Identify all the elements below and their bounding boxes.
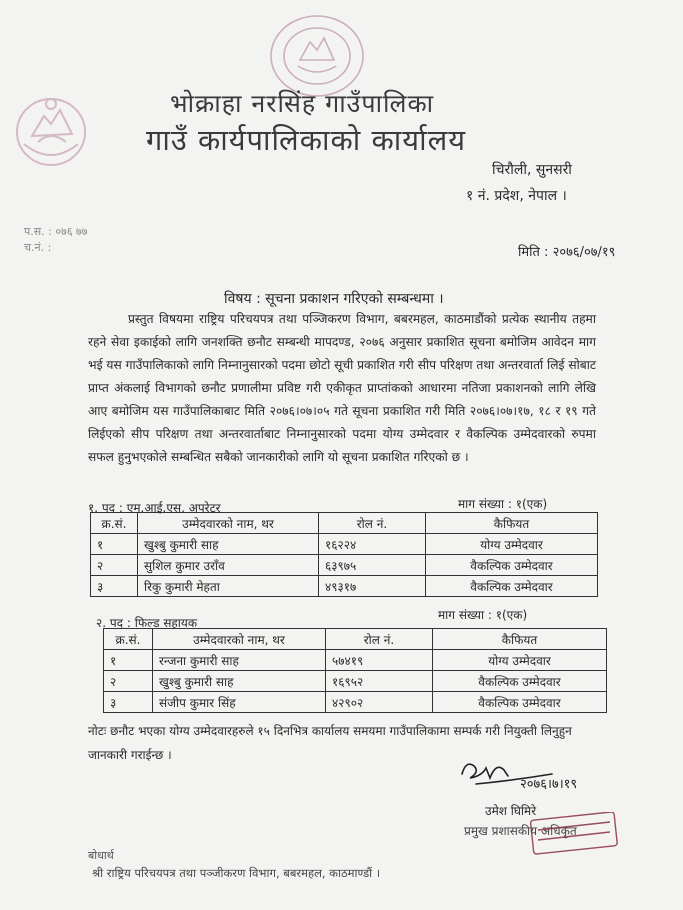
candidate-table-1 [90,512,598,597]
body-paragraph: प्रस्तुत विषयमा राष्ट्रिय परिचयपत्र तथा पञ्जिकरण विभाग, बबरमहल, काठमाडौंको प्रत्येक स्थानीय तहमा रहने सेवा इकाईको लागि जनशक्ति छनौट सम्बन्धी मापदण्ड, २०७६ अनुसार प्रकाशित सूचना बमोजिम आवेदन माग भई यस गाउँपालिकाको लागि निम्नानुसारको पदमा छोटो सूची प्रकाशित गरी सीप परिक्षण तथा अन्तरवार्ता लिई सोबाट प्राप्त अंकलाई विभागको छनौट प्रणालीमा प्रविष्ट गरी एकीकृत प्राप्तांकको आधारमा नतिजा प्रकाशनको लागि लेखि आए बमोजिम यस गाउँपालिकाबाट मिति २०७६।०७।०५ गते सूचना प्रकाशित गरी मिति २०७६।०७।१७, १८ र १९ गते लिईएको सीप परिक्षण तथा अन्तरवार्ताबाट निम्नानुसारको पदमा योग्य उम्मेदवार र वैकल्पिक उम्मेदवारको रुपमा सफल हुनुभएकोले सम्बन्धित सबैको जानकारीको लागि यो सूचना प्रकाशित गरिएको छ । [88,312,596,464]
remark-cell: योग्य उम्मेदवार [426,534,598,555]
letterhead-municipality: भोक्राहा नरसिंह गाउँपालिका [170,89,435,118]
roll-cell: ४९३१७ [319,576,426,597]
letter-date: मिति : २०७६/०७/१९ [518,245,616,260]
name-cell: रन्जना कुमारी साह [153,650,326,671]
serial-cell: २ [104,671,153,692]
nepal-emblem-icon [10,92,92,172]
name-cell: खुश्बु कुमारी साह [153,671,326,692]
address-line-1: चिरौली, सुनसरी [492,162,572,178]
post-title-1: १. पद : एम.आई.एस. अपरेटर [88,501,221,515]
roll-cell: ५७४१९ [326,650,433,671]
reference-number: प.स. : ०७६ ७७ [24,225,88,238]
dispatch-number: च.नं. : [24,241,52,254]
cc-label: बोधार्थ [88,849,114,862]
table-header-row [91,513,598,534]
demand-count-1: माग संख्या : १(एक) [458,497,548,511]
table-row [104,692,607,713]
name-cell: रिकु कुमारी मेहता [138,576,319,597]
table-header-row [104,629,607,650]
signature [456,752,606,798]
column-header: उम्मेदवारको नाम, थर [138,513,319,534]
table-row [91,576,598,597]
column-header: क्र.सं. [91,513,138,534]
remark-cell: वैकल्पिक उम्मेदवार [433,692,607,713]
remark-cell: वैकल्पिक उम्मेदवार [426,576,598,597]
roll-cell: १६९५२ [326,671,433,692]
remark-cell: वैकल्पिक उम्मेदवार [433,671,607,692]
column-header: रोल नं. [326,629,433,650]
roll-cell: १६२२४ [319,534,426,555]
demand-count-2: माग संख्या : १(एक) [438,608,528,622]
serial-cell: ३ [104,692,153,713]
cc-recipient: श्री राष्ट्रिय परिचयपत्र तथा पञ्जीकरण विभाग, बबरमहल, काठमाण्डौं । [92,866,381,880]
address-line-2: १ नं. प्रदेश, नेपाल । [466,188,567,204]
letterhead-office: गाउँ कार्यपालिकाको कार्यालय [146,123,467,157]
letter-subject: विषय : सूचना प्रकाशन गरिएको सम्बन्धमा । [224,291,444,307]
serial-cell: १ [104,650,153,671]
column-header: कैफियत [426,513,598,534]
name-cell: संजीप कुमार सिंह [153,692,326,713]
table-row [91,534,598,555]
table-row [91,555,598,576]
signer-title: प्रमुख प्रशासकीय अधिकृत [464,824,577,838]
official-stamp [528,812,620,856]
table-row [104,650,607,671]
note-text: नोटः छनौट भएका योग्य उम्मेदवारहरुले १५ दिनभित्र कार्यालय समयमा गाउँपालिकामा सम्पर्क गरी नियुक्ती लिनुहुन जानकारी गराईन्छ । [88,724,572,762]
roll-cell: ६३९७५ [319,555,426,576]
table-row [104,671,607,692]
column-header: कैफियत [433,629,607,650]
letter-body [88,308,596,469]
candidate-table-2 [103,628,607,713]
post-title-2: २. पद : फिल्ड सहायक [96,616,198,630]
column-header: रोल नं. [319,513,426,534]
name-cell: सुशिल कुमार उराँव [138,555,319,576]
roll-cell: ४२९०२ [326,692,433,713]
column-header: क्र.सं. [104,629,153,650]
signer-name: उमेश घिमिरे [485,804,537,818]
name-cell: खुश्बु कुमारी साह [138,534,319,555]
serial-cell: २ [91,555,138,576]
column-header: उम्मेदवारको नाम, थर [153,629,326,650]
serial-cell: १ [91,534,138,555]
remark-cell: योग्य उम्मेदवार [433,650,607,671]
remark-cell: वैकल्पिक उम्मेदवार [426,555,598,576]
signature-date: २०७६।७।१९ [520,777,578,792]
serial-cell: ३ [91,576,138,597]
